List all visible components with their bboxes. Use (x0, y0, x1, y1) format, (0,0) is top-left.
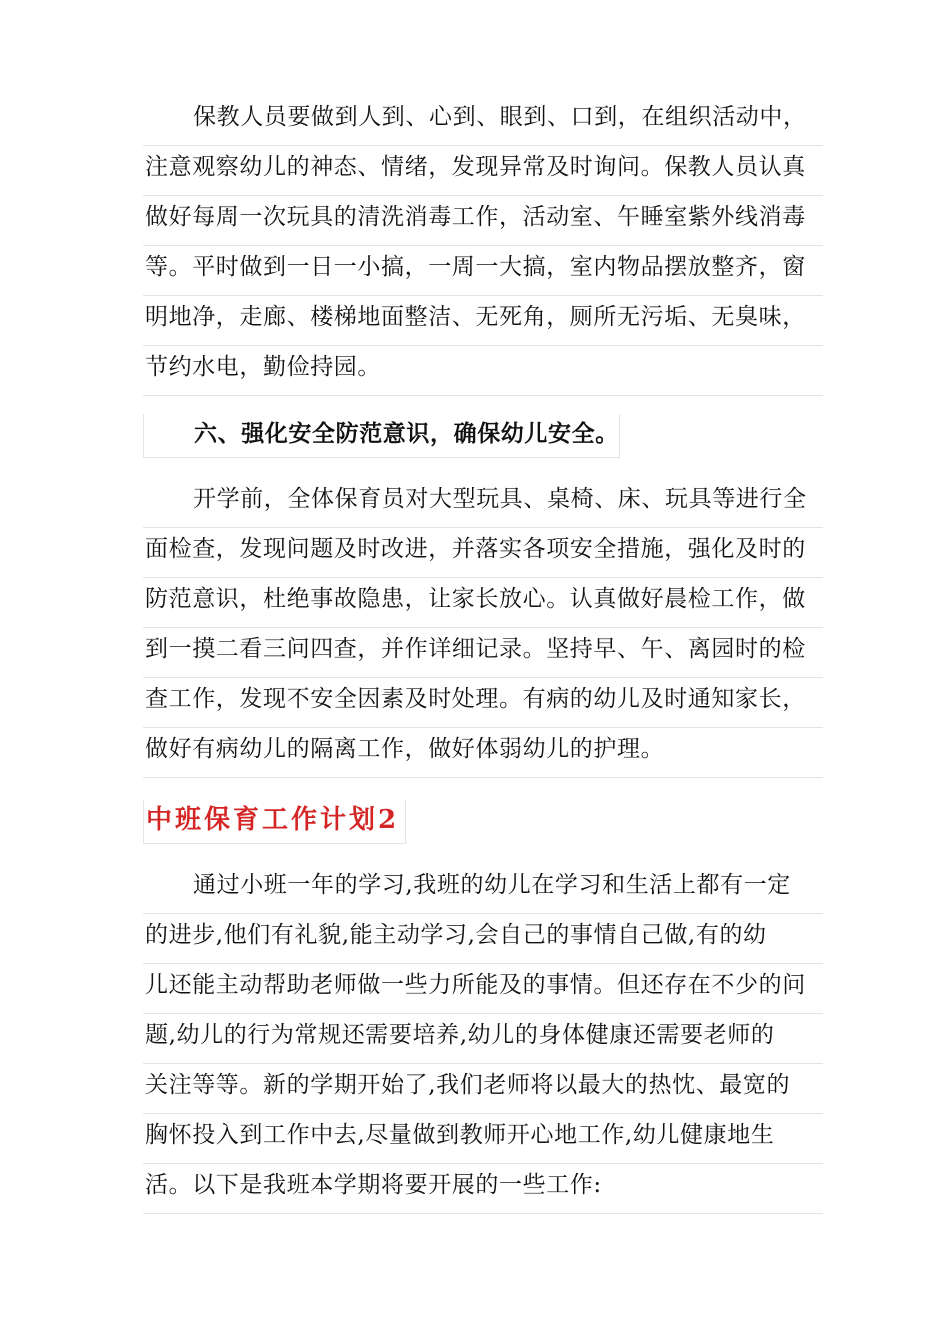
text-line: 做好每周一次玩具的清洗消毒工作，活动室、午睡室紫外线消毒 (143, 196, 823, 246)
section-title: 中班保育工作计划2 (143, 800, 406, 844)
text-line: 做好有病幼儿的隔离工作，做好体弱幼儿的护理。 (143, 728, 823, 778)
text-line: 开学前，全体保育员对大型玩具、桌椅、床、玩具等进行全 (143, 478, 823, 528)
text-line: 查工作，发现不安全因素及时处理。有病的幼儿及时通知家长， (143, 678, 823, 728)
text-line: 活。以下是我班本学期将要开展的一些工作: (143, 1164, 823, 1214)
text-line: 通过小班一年的学习,我班的幼儿在学习和生活上都有一定 (143, 864, 823, 914)
text-line: 节约水电，勤俭持园。 (143, 346, 823, 396)
text-line: 等。平时做到一日一小搞，一周一大搞，室内物品摆放整齐，窗 (143, 246, 823, 296)
text-line: 保教人员要做到人到、心到、眼到、口到，在组织活动中， (143, 96, 823, 146)
text-line: 防范意识，杜绝事故隐患，让家长放心。认真做好晨检工作，做 (143, 578, 823, 628)
section-heading-safety: 六、强化安全防范意识，确保幼儿安全。 (143, 414, 620, 458)
paragraph-safety (143, 478, 823, 778)
text-line: 关注等等。新的学期开始了,我们老师将以最大的热忱、最宽的 (143, 1064, 823, 1114)
text-line: 注意观察幼儿的神态、情绪，发现异常及时询问。保教人员认真 (143, 146, 823, 196)
text-line: 儿还能主动帮助老师做一些力所能及的事情。但还存在不少的问 (143, 964, 823, 1014)
text-line: 明地净，走廊、楼梯地面整洁、无死角，厕所无污垢、无臭味， (143, 296, 823, 346)
text-line: 题,幼儿的行为常规还需要培养,幼儿的身体健康还需要老师的 (143, 1014, 823, 1064)
text-line: 的进步,他们有礼貌,能主动学习,会自己的事情自己做,有的幼 (143, 914, 823, 964)
paragraph-cleaning (143, 96, 823, 396)
text-line: 胸怀投入到工作中去,尽量做到教师开心地工作,幼儿健康地生 (143, 1114, 823, 1164)
text-line: 到一摸二看三问四查，并作详细记录。坚持早、午、离园时的检 (143, 628, 823, 678)
text-line: 面检查，发现问题及时改进，并落实各项安全措施，强化及时的 (143, 528, 823, 578)
paragraph-intro (143, 864, 823, 1214)
